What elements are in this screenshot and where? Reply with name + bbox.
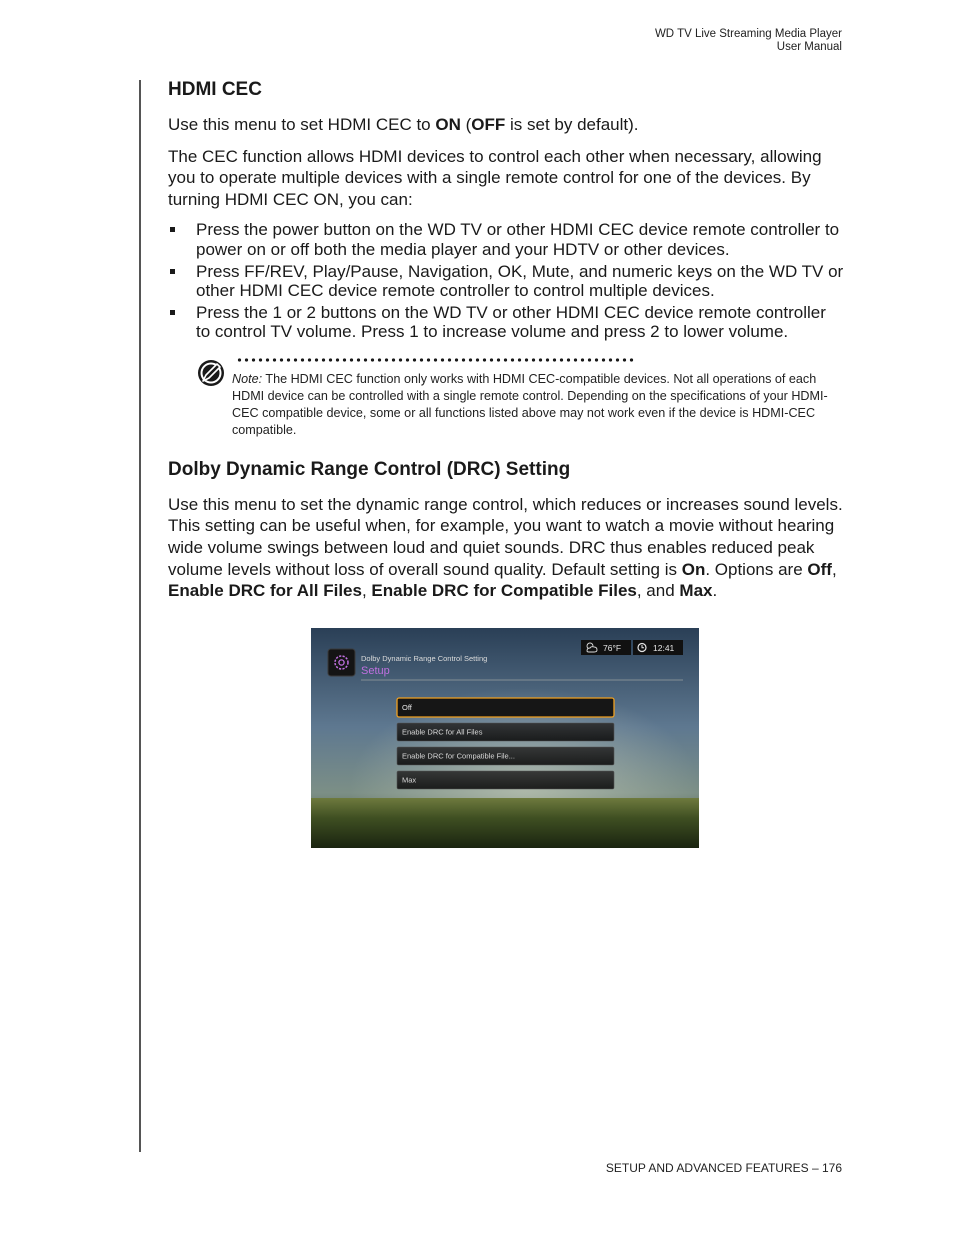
page-header [655,28,842,54]
drc-heading: Dolby Dynamic Range Control (DRC) Setting [168,458,571,480]
hdmi-description: The CEC function allows HDMI devices to control each other when necessary, allowing you to operate multiple devices with a single remote control for one of the devices. By turning HDMI CEC ON, you can: [168,146,822,209]
menu-item-label: Off [402,702,412,712]
note-divider [236,358,636,362]
hdmi-intro: Use this menu to set HDMI CEC to ON (OFF is set by default). [168,115,639,134]
header-product: WD TV Live Streaming Media Player [654,28,842,40]
menu-item-highlight [397,698,614,717]
hdmi-cec-heading: HDMI CEC [168,79,262,100]
list-item: Press the power button on the WD TV or other HDMI CEC device remote controller to power on or off both the media player and your HDTV or other devices. [168,220,844,258]
page-footer: SETUP AND ADVANCED FEATURES – 176 [605,1161,842,1175]
menu-item-enable-drc-all[interactable] [397,723,614,741]
screen-title: Dolby Dynamic Range Control Setting [361,653,488,663]
drc-description: Use this menu to set the dynamic range control, which reduces or increases sound levels. This setting can be useful when, for example, you want to watch a movie without hearing wide volume swings between loud and quiet sounds. DRC thus enables reduced peak volume levels without loss of overall sound quality. Default setting is On. Options are Off, Enable DRC for All Files, Enable DRC for Compatible Files, and Max. [168,494,843,601]
header-manual: User Manual [776,41,842,53]
background-grass [311,798,699,848]
hdmi-bullet-list [168,220,844,341]
note-text: Note: The HDMI CEC function only works with HDMI CEC-compatible devices. Not all operations of each HDMI device can be controlled with a single remote control. Depending on the specifications of your HDMI-CEC compatible device, some or all functions listed above may not work even if the device is HDMI-CEC compatible. [232,371,828,438]
menu-item-label: Enable DRC for Compatible File... [402,751,515,761]
weather-temp: 76°F [603,642,622,653]
note-box [168,358,844,440]
list-item: Press the 1 or 2 buttons on the WD TV or other HDMI CEC device remote controller to control TV volume. Press 1 to increase volume and press 2 to lower volume. [168,303,844,341]
menu-item-label: Max [402,775,417,785]
page-content [168,78,844,853]
note-pencil-icon [196,358,226,388]
menu-item-bg [397,771,614,789]
menu-item-enable-drc-compatible[interactable] [397,747,614,765]
margin-rule [139,80,141,1152]
screen-subtitle: Setup [361,664,390,677]
menu-item-off[interactable] [397,698,614,717]
setup-icon-tile [328,649,355,676]
menu-item-label: Enable DRC for All Files [402,727,483,737]
clock-time: 12:41 [653,642,675,653]
drc-screenshot [311,628,699,848]
list-item: Press FF/REV, Play/Pause, Navigation, OK, Mute, and numeric keys on the WD TV or other HDMI CEC device remote controller to control multiple devices. [168,262,844,300]
menu-item-max[interactable] [397,771,614,789]
